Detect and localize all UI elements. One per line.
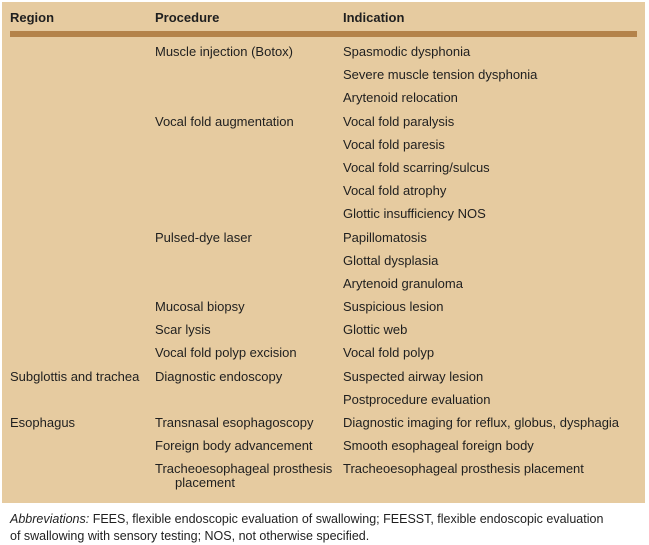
cell-procedure: Diagnostic endoscopy — [155, 368, 283, 384]
cell-indication: Severe muscle tension dysphonia — [343, 67, 538, 83]
table-row — [10, 115, 643, 138]
table-row — [10, 393, 643, 416]
table-row — [10, 138, 643, 161]
cell-procedure: Foreign body advancement — [155, 438, 313, 454]
table-row — [10, 68, 643, 91]
cell-procedure — [155, 91, 343, 114]
cell-indication: Postprocedure evaluation — [343, 391, 491, 407]
cell-region — [10, 323, 142, 346]
table-row — [10, 161, 643, 184]
table-body — [10, 44, 643, 491]
cell-region — [10, 439, 142, 462]
table-row — [10, 231, 643, 254]
cell-indication: Vocal fold scarring/sulcus — [343, 159, 490, 175]
cell-procedure — [155, 254, 343, 277]
table-row — [10, 91, 643, 114]
footnote-line1: FEES, flexible endoscopic evaluation of swallowing; FEESST, flexible endoscopic evaluation — [89, 512, 604, 526]
cell-region — [10, 207, 142, 230]
cell-indication: Vocal fold atrophy — [343, 183, 447, 199]
cell-region — [10, 231, 142, 254]
table-row — [10, 184, 643, 207]
table-row — [10, 45, 643, 68]
cell-indication: Smooth esophageal foreign body — [343, 438, 534, 454]
cell-procedure — [155, 138, 343, 161]
table-row — [10, 254, 643, 277]
cell-region: Esophagus — [10, 415, 76, 430]
cell-region — [10, 115, 142, 138]
table-row — [10, 323, 643, 346]
cell-procedure — [155, 277, 343, 300]
cell-procedure — [155, 68, 343, 91]
table-row — [10, 439, 643, 462]
cell-region — [10, 138, 142, 161]
column-header-region: Region — [10, 10, 55, 25]
cell-procedure: Muscle injection (Botox) — [155, 44, 293, 59]
cell-indication: Glottal dysplasia — [343, 252, 439, 268]
cell-region: Subglottis and trachea — [10, 368, 140, 384]
cell-region — [10, 277, 142, 300]
cell-region — [10, 91, 142, 114]
cell-region — [10, 68, 142, 91]
cell-region — [10, 346, 142, 369]
cell-procedure: Tracheoesophageal prosthesis placement — [155, 461, 333, 491]
table-row — [10, 370, 643, 393]
table-row — [10, 207, 643, 230]
cell-procedure: Vocal fold polyp excision — [155, 345, 297, 361]
table-row — [10, 461, 643, 491]
header-divider-rule — [10, 31, 637, 37]
cell-indication: Arytenoid granuloma — [343, 275, 463, 291]
cell-region — [10, 45, 142, 68]
cell-indication: Papillomatosis — [343, 229, 427, 245]
cell-region — [10, 161, 142, 184]
cell-procedure: Transnasal esophagoscopy — [155, 415, 314, 430]
cell-indication: Vocal fold polyp — [343, 345, 435, 361]
cell-indication: Glottic insufficiency NOS — [343, 206, 486, 222]
footnote-line2: of swallowing with sensory testing; NOS, not otherwise specified. — [10, 528, 370, 543]
cell-procedure — [155, 393, 343, 416]
cell-indication: Vocal fold paresis — [343, 136, 445, 152]
cell-indication: Suspected airway lesion — [343, 368, 484, 384]
cell-indication: Diagnostic imaging for reflux, globus, dysphagia — [343, 415, 620, 430]
abbreviations-footnote — [10, 511, 644, 544]
cell-region — [10, 254, 142, 277]
column-header-indication: Indication — [343, 10, 405, 25]
table-header-row — [10, 10, 643, 25]
cell-procedure: Vocal fold augmentation — [155, 113, 294, 129]
table-row — [10, 300, 643, 323]
cell-indication: Arytenoid relocation — [343, 90, 458, 106]
cell-procedure: Pulsed-dye laser — [155, 229, 252, 245]
cell-region — [10, 462, 142, 490]
cell-procedure — [155, 184, 343, 207]
cell-procedure: Scar lysis — [155, 322, 211, 338]
cell-region — [10, 300, 142, 323]
cell-region — [10, 184, 142, 207]
cell-indication: Vocal fold paralysis — [343, 113, 455, 129]
table-row — [10, 416, 643, 439]
cell-indication: Tracheoesophageal prosthesis placement — [343, 461, 584, 477]
cell-procedure: Mucosal biopsy — [155, 299, 245, 315]
cell-indication: Suspicious lesion — [343, 299, 444, 315]
table-row — [10, 346, 643, 369]
cell-region — [10, 393, 142, 416]
abbreviations-label: Abbreviations: — [10, 512, 90, 526]
cell-procedure — [155, 207, 343, 230]
cell-indication: Glottic web — [343, 322, 408, 338]
table-row — [10, 277, 643, 300]
cell-indication: Spasmodic dysphonia — [343, 44, 471, 59]
column-header-procedure: Procedure — [155, 10, 220, 25]
cell-procedure — [155, 161, 343, 184]
